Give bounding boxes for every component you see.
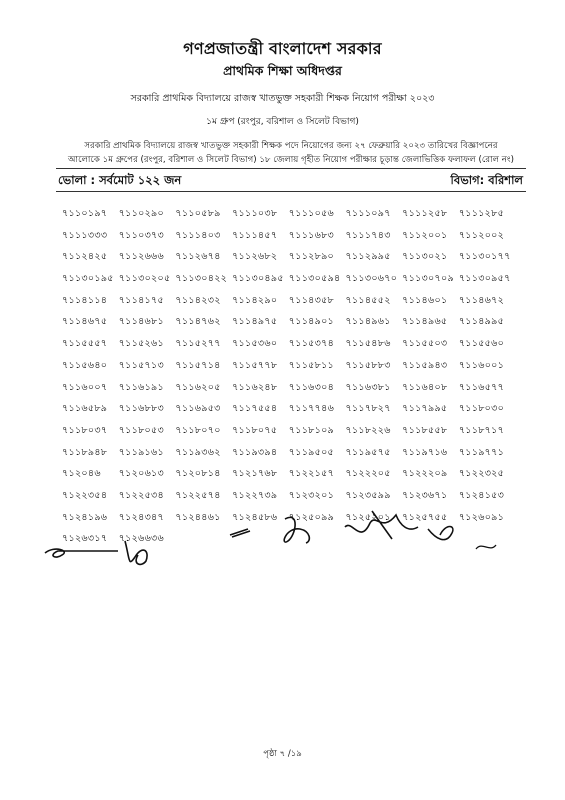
roll-number: ৭১১৮৫৫৮	[402, 424, 448, 436]
roll-number: ৭১১৬৪০৮	[402, 381, 448, 393]
roll-number: ৭১১১৪০৩	[175, 229, 221, 241]
roll-number: ৭১২৪১৯৬	[62, 511, 108, 523]
roll-number: ৭১১৪৬৭৫	[62, 316, 108, 328]
roll-number: ৭১১১৩৩৩	[62, 229, 108, 241]
roll-number: ৭১২২৭৩৯	[232, 489, 278, 501]
roll-number: ৭১১৩০১৯৫	[62, 273, 114, 285]
roll-number: ৭১১২০০২	[458, 229, 505, 241]
group-title: ১ম গ্রুপ (রংপুর, বরিশাল ও সিলেট বিভাগ)	[206, 117, 359, 127]
notice-line-1: সরকারি প্রাথমিক বিদ্যালয়ে রাজস্ব খাতভুক্ত সহকারী শিক্ষক পদে নিয়োগের জন্য ২৭ ফেব্রুয়ারি ২০২৩ তারিখের বিজ্ঞাপনের	[84, 141, 498, 151]
signature-3	[230, 529, 250, 537]
roll-number: ৭১১৪২৩২	[175, 294, 221, 306]
roll-number: ৭১২২৫৩৪	[118, 489, 164, 501]
roll-number: ৭১১২৬৮২	[232, 251, 278, 263]
roll-number: ৭১১১০৩৮	[232, 208, 278, 219]
roll-number: ৭১২৩৬৭১	[402, 489, 448, 501]
roll-number: ৭১১১০৯৭	[345, 208, 391, 219]
roll-number: ৭১১২৪২৫	[62, 251, 108, 263]
roll-number: ৭১১৪২৯০	[232, 294, 278, 306]
district-summary: ভোলা : সর্বমোট ১২২ জন	[58, 173, 182, 187]
roll-number: ৭১২০৪৬	[62, 468, 101, 480]
roll-number: ৭১২৪১৫৩	[458, 489, 505, 501]
roll-number: ৭১১৩০৬৭০	[345, 273, 398, 285]
roll-number: ৭১১৫৪৮৬	[345, 338, 391, 350]
roll-number: ৭১১৫২৭৭	[175, 338, 221, 350]
roll-number: ৭১১০৫৮৯	[175, 208, 221, 219]
roll-number: ৭১১৬৩৮১	[345, 381, 391, 393]
roll-number: ৭১১৪৯৯৫	[458, 316, 505, 328]
roll-number: ৭১২৩৫৯৯	[345, 489, 391, 501]
signature-5	[345, 511, 418, 539]
result-notice	[56, 139, 526, 167]
roll-number: ৭১২৬৩১৭	[62, 533, 108, 545]
divider-bottom	[56, 191, 526, 192]
roll-number: ৭১১৩০২০৫	[118, 273, 171, 285]
roll-number: ৭১১৪৯৬১	[345, 316, 391, 328]
roll-number: ৭১১৬২৪৮	[232, 381, 278, 393]
signature-2	[125, 541, 147, 564]
roll-number: ৭১২৪৩৪৭	[118, 511, 164, 523]
notice-line-2: আলোকে ১ম গ্রুপের (রংপুর, বরিশাল ও সিলেট বিভাগ) ১৮ জেলায় গৃহীত নিয়োগ পরীক্ষার চূড়ান্ত জেলাভিত্তিক ফলাফল (রোল নং)	[68, 155, 514, 165]
roll-number: ৭১২৫২০১	[345, 511, 391, 523]
roll-number: ৭১১৪৯৭৫	[232, 316, 278, 328]
roll-number: ৭১১৬৫৭৭	[458, 381, 505, 393]
roll-number: ৭১১৪৩৫৮	[288, 294, 335, 306]
roll-number: ৭১১৬০০১	[458, 359, 505, 371]
roll-number: ৭১১৪৬৮১	[118, 316, 164, 328]
roll-number: ৭১১৮৭১৭	[458, 424, 505, 436]
roll-number: ৭১২৪৪৬১	[175, 511, 221, 523]
roll-number: ৭১২২৩২৫	[458, 468, 505, 480]
roll-number: ৭১১৫৬৪০	[62, 359, 108, 371]
roll-number: ৭১১৯৫০৫	[288, 446, 335, 458]
roll-number: ৭১২২১৫৭	[288, 468, 335, 480]
roll-number: ৭১১১২৮৫	[458, 208, 505, 219]
roll-number: ৭১১৫৫৬০	[458, 338, 505, 350]
roll-number: ৭১১১৪৫৭	[232, 229, 278, 241]
roll-number: ৭১১১৬৮৩	[288, 229, 335, 241]
roll-number: ৭১১৮১০৯	[288, 424, 335, 436]
roll-number: ৭১১৯৫৭৫	[345, 446, 391, 458]
roll-number: ৭১২৫৭৫৫	[402, 511, 448, 523]
roll-number: ৭১১৮০৭০	[175, 424, 221, 436]
roll-number: ৭১১৯৩৬২	[175, 446, 221, 458]
roll-number: ৭১১৫৭৭৮	[232, 359, 278, 371]
roll-number: ৭১১৩০২১	[402, 251, 448, 263]
roll-number: ৭১১৫৩৬০	[232, 338, 278, 350]
roll-number: ৭১২৬০৯১	[458, 511, 505, 523]
roll-number: ৭১১৮০৩০	[458, 403, 505, 415]
roll-number: ৭১১৬৮৮৩	[118, 403, 164, 415]
roll-number: ৭১১৪৬৭২	[458, 294, 505, 306]
roll-number: ৭১১৬০০৭	[62, 381, 108, 393]
roll-number: ৭১১৫৫৫৭	[62, 338, 108, 350]
roll-number: ৭১১১২৫৮	[402, 208, 448, 219]
roll-number: ৭১২২৫৭৪	[175, 489, 221, 501]
roll-number: ৭১১২৬৭৪	[175, 251, 221, 263]
roll-number: ৭১১৮০৫৩	[118, 424, 164, 436]
government-title: গণপ্রজাতন্ত্রী বাংলাদেশ সরকার	[183, 39, 382, 58]
roll-number: ৭১১০৩৭৩	[118, 229, 165, 241]
roll-number: ৭১১৫৮৮৩	[345, 359, 391, 371]
roll-number: ৭১১৬২০৫	[175, 381, 221, 393]
roll-number: ৭১১৩০৫৯৪	[288, 273, 341, 285]
roll-number: ৭১১২৯৯৫	[345, 251, 391, 263]
roll-number: ৭১১০১৯৭	[62, 208, 108, 219]
roll-number: ৭১১৪১৭৫	[118, 294, 164, 306]
roll-number: ৭১১৪৬০১	[402, 294, 448, 306]
signature-4	[284, 517, 309, 543]
roll-number: ৭১১৫৫০৩	[402, 338, 448, 350]
roll-number: ৭১১৬৩০৪	[288, 381, 335, 393]
roll-number: ৭১১৮০৩৭	[62, 424, 108, 436]
signature-1	[45, 549, 118, 557]
page-number: পৃষ্ঠা ৭ /১৯	[263, 749, 302, 759]
roll-number: ৭১১৬১৯১	[118, 381, 164, 393]
roll-number: ৭১২২২০৫	[345, 468, 391, 480]
roll-number: ৭১১৪৯৬৫	[402, 316, 448, 328]
roll-number: ৭১১১৭৪৩	[345, 229, 391, 241]
division-label: বিভাগ: বরিশাল	[450, 173, 523, 187]
roll-number: ৭১১৫৭১৩	[118, 359, 164, 371]
roll-number: ৭১১৫৭১৪	[175, 359, 221, 371]
roll-number: ৭১১৩০১৭৭	[458, 251, 511, 263]
roll-number: ৭১১৫৯৪৩	[402, 359, 448, 371]
roll-number: ৭১১১০৫৬	[288, 208, 335, 219]
roll-number: ৭১১২৮৯০	[288, 251, 335, 263]
roll-number: ৭১১৩০৭০৯	[402, 273, 454, 285]
roll-number: ৭১১৮২২৬	[345, 424, 391, 436]
roll-number: ৭১১৬৯৫৩	[175, 403, 221, 415]
roll-number: ৭১১৭৫৫৪	[232, 403, 278, 415]
department-title: প্রাথমিক শিক্ষা অধিদপ্তর	[223, 63, 342, 78]
roll-number: ৭১১৪৯০১	[288, 316, 335, 328]
roll-number: ৭১১৫৮১১	[288, 359, 335, 371]
roll-number: ৭১১৮৯৪৮	[62, 446, 108, 458]
roll-number: ৭১২৪৫৮৬	[232, 511, 278, 523]
roll-number: ৭১২৩২০১	[288, 489, 335, 501]
roll-number: ৭১১৯৭১৬	[402, 446, 448, 458]
roll-number: ৭১১৮০৭৫	[232, 424, 278, 436]
roll-number: ৭১১০২৯০	[118, 208, 164, 219]
roll-number: ৭১১৪৫৫২	[345, 294, 391, 306]
roll-number: ৭১১৩০৪৯৫	[232, 273, 284, 285]
roll-number: ৭১১৬৫৮৯	[62, 403, 108, 415]
roll-number: ৭১১৯৩৯৪	[232, 446, 278, 458]
exam-title: সরকারি প্রাথমিক বিদ্যালয়ে রাজস্ব খাতভুক্ত সহকারী শিক্ষক নিয়োগ পরীক্ষা ২০২৩	[130, 93, 435, 104]
roll-number: ৭১১৫২৬১	[118, 338, 164, 350]
roll-number: ৭১১৩০৯৫৭	[458, 273, 511, 285]
roll-number: ৭১১৩০৪২২	[175, 273, 228, 285]
roll-number: ৭১১২০০১	[402, 229, 448, 241]
roll-number: ৭১১৪১১৪	[62, 294, 108, 306]
roll-number: ৭১২১৭৬৮	[232, 468, 278, 480]
roll-number-grid	[62, 203, 532, 550]
roll-number: ৭১১৫৩৭৪	[288, 338, 335, 350]
roll-number: ৭১১৪৭৬২	[175, 316, 221, 328]
signature-7	[476, 545, 496, 549]
divider-top	[56, 168, 526, 169]
roll-number: ৭১১২৬৬৬	[118, 251, 165, 263]
roll-number: ৭১২০৮১৪	[175, 468, 221, 480]
signature-6	[428, 527, 453, 540]
roll-number: ৭১১৯১৬১	[118, 446, 164, 458]
roll-number: ৭১২৬৬৩৬	[118, 533, 165, 545]
roll-number: ৭১২৫০৯৯	[288, 511, 335, 523]
roll-number: ৭১২২২০৯	[402, 468, 448, 480]
roll-number: ৭১১৯৭৭১	[458, 446, 505, 458]
roll-number: ৭১১৭৯৯৫	[402, 403, 448, 415]
roll-number: ৭১২২৩৫৪	[62, 489, 108, 501]
roll-number: ৭১১৭৮২৭	[345, 403, 391, 415]
signature-area	[0, 505, 565, 575]
roll-number: ৭১১৭৭৪৬	[288, 403, 335, 415]
roll-number: ৭১২০৬১৩	[118, 468, 165, 480]
